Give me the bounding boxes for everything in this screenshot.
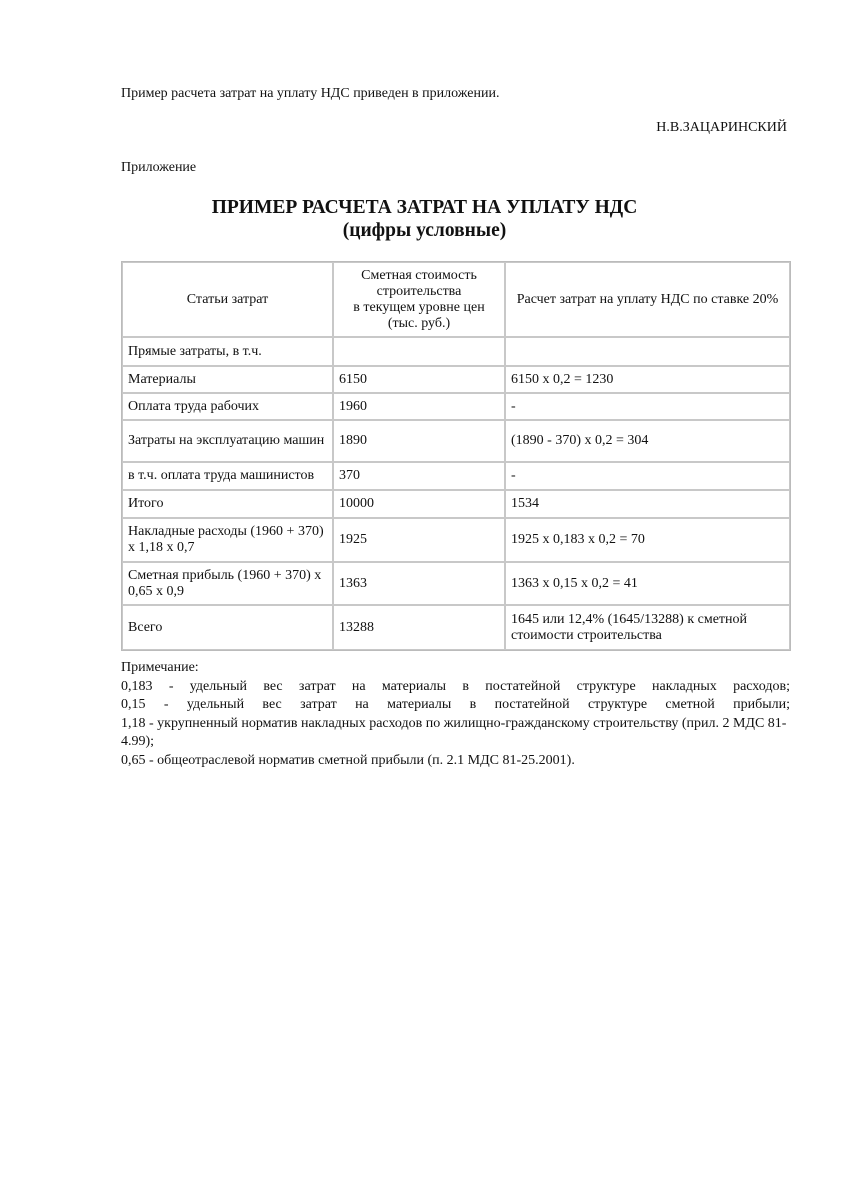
estimate-cell: 1925	[333, 518, 505, 562]
header-line: в текущем уровне цен	[353, 299, 485, 315]
table-row	[122, 337, 790, 366]
estimate-cell: 13288	[333, 605, 505, 650]
estimate-cell: 370	[333, 462, 505, 490]
document-title	[0, 196, 849, 242]
cost-item-cell: Прямые затраты, в т.ч.	[122, 337, 333, 366]
intro-text: Пример расчета затрат на уплату НДС приведен в приложении.	[121, 86, 500, 101]
vat-calc-cell: 1925 х 0,183 х 0,2 = 70	[505, 518, 790, 562]
vat-calc-cell: 6150 х 0,2 = 1230	[505, 366, 790, 393]
vat-calc-cell: (1890 - 370) х 0,2 = 304	[505, 420, 790, 462]
table-row	[122, 420, 790, 462]
table-row	[122, 393, 790, 420]
header-estimate	[333, 262, 505, 337]
title: ПРИМЕР РАСЧЕТА ЗАТРАТ НА УПЛАТУ НДС	[211, 197, 638, 218]
header-vat-calc: Расчет затрат на уплату НДС по ставке 20%	[505, 262, 790, 337]
vat-calc-cell: 1363 х 0,15 х 0,2 = 41	[505, 562, 790, 605]
vat-calc-cell	[505, 337, 790, 366]
cost-item-cell: Затраты на эксплуатацию машин	[122, 420, 333, 462]
cost-item-cell: Итого	[122, 490, 333, 518]
subtitle: (цифры условные)	[342, 220, 507, 241]
cost-item-cell: Сметная прибыль (1960 + 370) х 0,65 х 0,9	[122, 562, 333, 605]
header-line: (тыс. руб.)	[387, 315, 451, 331]
appendix-label: Приложение	[121, 160, 197, 175]
note-line: 1,18 - укрупненный норматив накладных расходов по жилищно-гражданскому строительству (прил. 2 МДС 81-4.99);	[121, 715, 787, 749]
note-line: 0,15 - удельный вес затрат на материалы в постатейной структуре сметной прибыли;	[121, 697, 790, 712]
cost-item-cell: Накладные расходы (1960 + 370) х 1,18 х 0,7	[122, 518, 333, 562]
header-line: Сметная стоимость строительства	[361, 267, 477, 299]
table-row	[122, 562, 790, 605]
vat-table	[121, 261, 791, 651]
estimate-cell: 10000	[333, 490, 505, 518]
table-row	[122, 490, 790, 518]
table-row	[122, 605, 790, 650]
notes-heading: Примечание:	[121, 660, 199, 675]
estimate-cell	[333, 337, 505, 366]
cost-item-cell: Оплата труда рабочих	[122, 393, 333, 420]
table-row	[122, 462, 790, 490]
estimate-cell: 1960	[333, 393, 505, 420]
cost-item-cell: Материалы	[122, 366, 333, 393]
note-line: 0,183 - удельный вес затрат на материалы в постатейной структуре накладных расходов;	[121, 678, 790, 694]
estimate-cell: 1363	[333, 562, 505, 605]
vat-calc-cell: -	[505, 393, 790, 420]
table-row	[122, 518, 790, 562]
vat-calc-cell: 1645 или 12,4% (1645/13288) к сметной стоимости строительства	[505, 605, 790, 650]
cost-item-cell: Всего	[122, 605, 333, 650]
table-header	[122, 262, 790, 337]
vat-calc-cell: -	[505, 462, 790, 490]
estimate-cell: 1890	[333, 420, 505, 462]
estimate-cell: 6150	[333, 366, 505, 393]
vat-calc-cell: 1534	[505, 490, 790, 518]
table-row	[122, 366, 790, 393]
author: Н.В.ЗАЦАРИНСКИЙ	[656, 120, 787, 135]
cost-item-cell: в т.ч. оплата труда машинистов	[122, 462, 333, 490]
note-line: 0,65 - общеотраслевой норматив сметной прибыли (п. 2.1 МДС 81-25.2001).	[121, 752, 575, 768]
header-cost-items: Статьи затрат	[122, 262, 333, 337]
notes	[121, 659, 790, 770]
